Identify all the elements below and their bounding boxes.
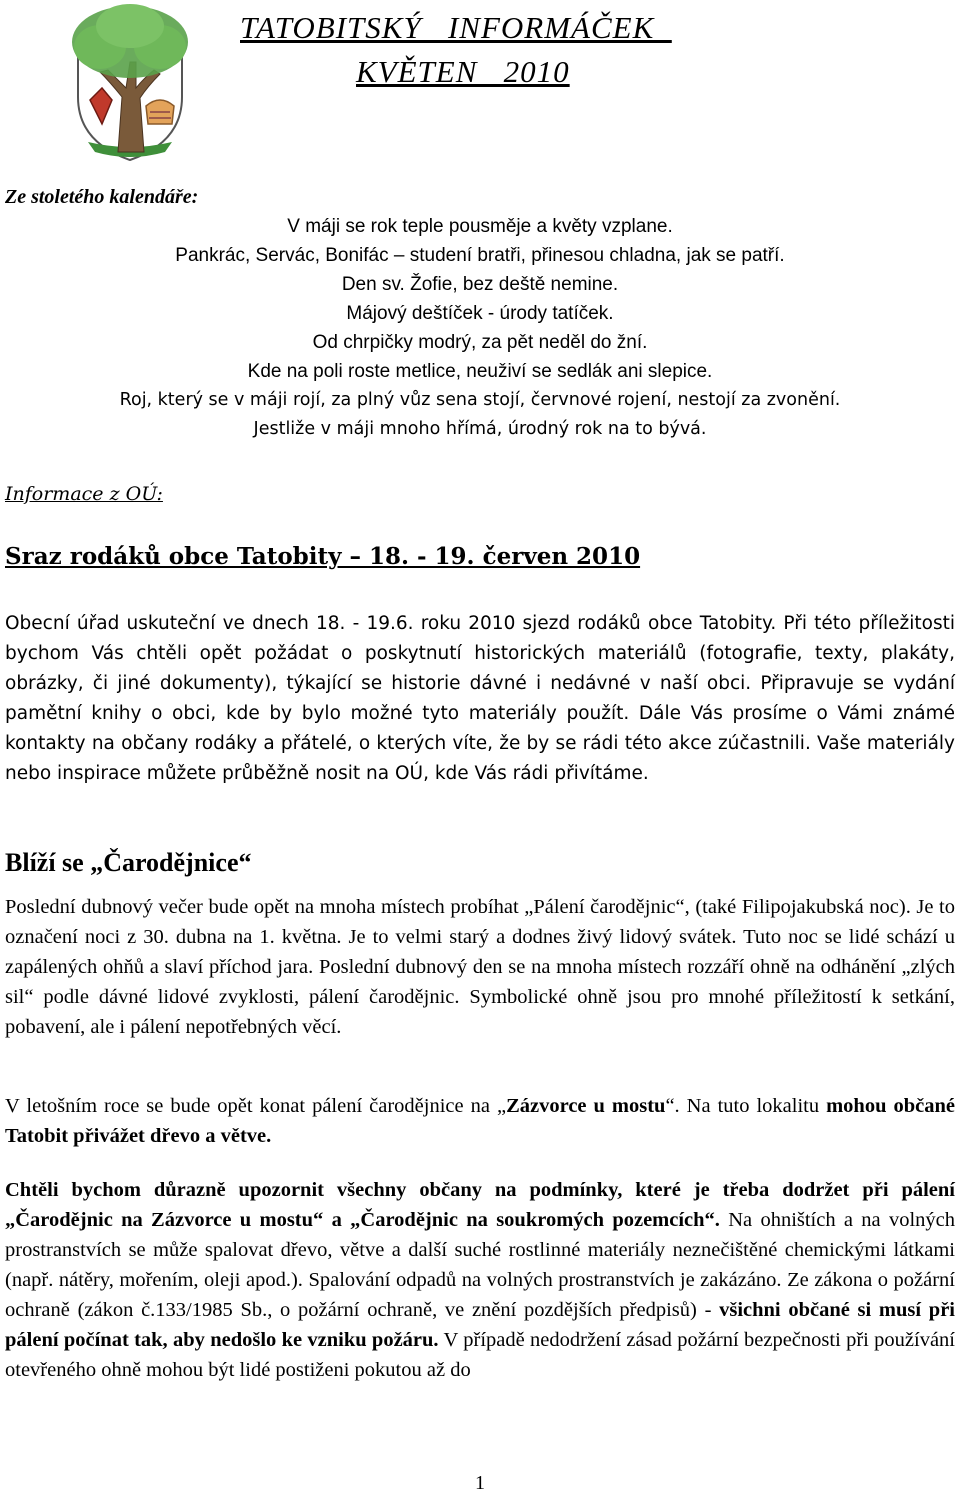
proverb: Den sv. Žofie, bez deště nemine. xyxy=(341,274,619,295)
proverb: V máji se rok teple pousměje a květy vzplane. xyxy=(287,216,673,237)
reunion-paragraph: Obecní úřad uskuteční ve dnech 18. - 19.6. roku 2010 sjezd rodáků obce Tatobity. Při této příležitosti bychom Vás chtěli opět požádat o poskytnutí historických materiálů (fotografie, texty, plakáty, obrázky, či jiné dokumenty), týkající se historie dávné i nedávné v naší obci. Připravuje se vydání pamětní knihy o obci, kde by bylo možné tyto materiály použít. Dále Vás prosíme o Vámi známé kontakty na občany rodáky a přátelé, o kterých víte, že by se rádi této akce zúčastnili. Vaše materiály nebo inspirace můžete průběžně nosit na OÚ, kde Vás rádi přivítáme. xyxy=(5,613,955,784)
witches-p2-emphasis: mohou občané Tatobit přivážet dřevo a větve. xyxy=(5,1095,955,1147)
proverb: Jestliže v máji mnoho hřímá, úrodný rok na to bývá. xyxy=(253,419,707,439)
page-number: 1 xyxy=(475,1472,485,1494)
witches-p2-text: “. Na tuto lokalitu xyxy=(665,1095,827,1117)
witches-paragraph-2 xyxy=(5,1091,955,1151)
info-heading: Informace z OÚ: xyxy=(5,483,163,505)
witches-p3-text: V případě nedodržení zásad požární bezpečnosti při používání otevřeného ohně mohou být lidé postiženi pokutou až do xyxy=(5,1329,955,1381)
witches-p3-text: Na ohništích a na volných prostranstvích se může spalovat dřevo, větve a další suché rostlinné materiály neznečištěné chemickými látkami (např. nátěry, mořením, oleji apod.). Spalování odpadů na volných prostranstvích je zakázáno. Ze zákona o požární ochraně (zákon č.133/1985 Sb., o požární ochraně, ve znění pozdějších předpisů) - xyxy=(5,1209,955,1321)
newsletter-title xyxy=(236,6,776,94)
witches-heading: Blíží se „Čarodějnice“ xyxy=(5,848,252,877)
proverb: Roj, který se v máji rojí, za plný vůz sena stojí, červnové rojení, nestojí za zvonění. xyxy=(119,390,841,410)
witches-paragraph-1: Poslední dubnový večer bude opět na mnoha místech probíhat „Pálení čarodějnic“, (také Filipojakubská noc). Je to označení noci z 30. dubna na 1. května. Je to velmi starý a dodnes živý lidový svátek. Tuto noc se lidé schází u zapálených ohňů a slaví příchod jara. Poslední dubnový den se na mnoha místech rozzáří ohně na odhánění „zlých sil“ podle dávné lidové zvyklosti, pálení čarodějnic. Symbolické ohně jsou pro mnohé příležitostí k setkání, pobavení, ale i pálení nepotřebných věcí. xyxy=(5,896,955,1038)
proverb: Kde na poli roste metlice, neuživí se sedlák ani slepice. xyxy=(247,361,713,382)
municipal-coat-of-arms-tree-icon xyxy=(60,2,200,162)
fire-safety-emphasis: všichni občané si musí při pálení počínat tak, aby nedošlo ke vzniku požáru. xyxy=(5,1299,955,1351)
proverb: Pankrác, Servác, Bonifác – studení bratři, přinesou chladna, jak se patří. xyxy=(175,245,785,266)
proverb-list xyxy=(0,212,960,444)
warning-emphasis: Chtěli bychom důrazně upozornit všechny občany na podmínky, které je třeba dodržet při pálení „Čarodějnic na Zázvorce u mostu“ a „Čarodějnic na soukromých pozemcích“. xyxy=(5,1179,955,1231)
title-line-1: TATOBITSKÝ INFORMÁČEK xyxy=(240,10,672,45)
proverb: Májový deštíček - úrody tatíček. xyxy=(346,303,614,324)
title-line-2: KVĚTEN 2010 xyxy=(356,54,570,89)
location-name: Zázvorce u mostu xyxy=(506,1095,666,1117)
witches-p2-text: V letošním roce se bude opět konat pálení čarodějnice na „ xyxy=(5,1095,507,1117)
witches-paragraph-3 xyxy=(5,1175,955,1385)
calendar-heading: Ze stoletého kalendáře: xyxy=(5,186,199,208)
reunion-heading: Sraz rodáků obce Tatobity – 18. - 19. červen 2010 xyxy=(5,543,641,570)
proverb: Od chrpičky modrý, za pět neděl do žní. xyxy=(312,332,648,353)
